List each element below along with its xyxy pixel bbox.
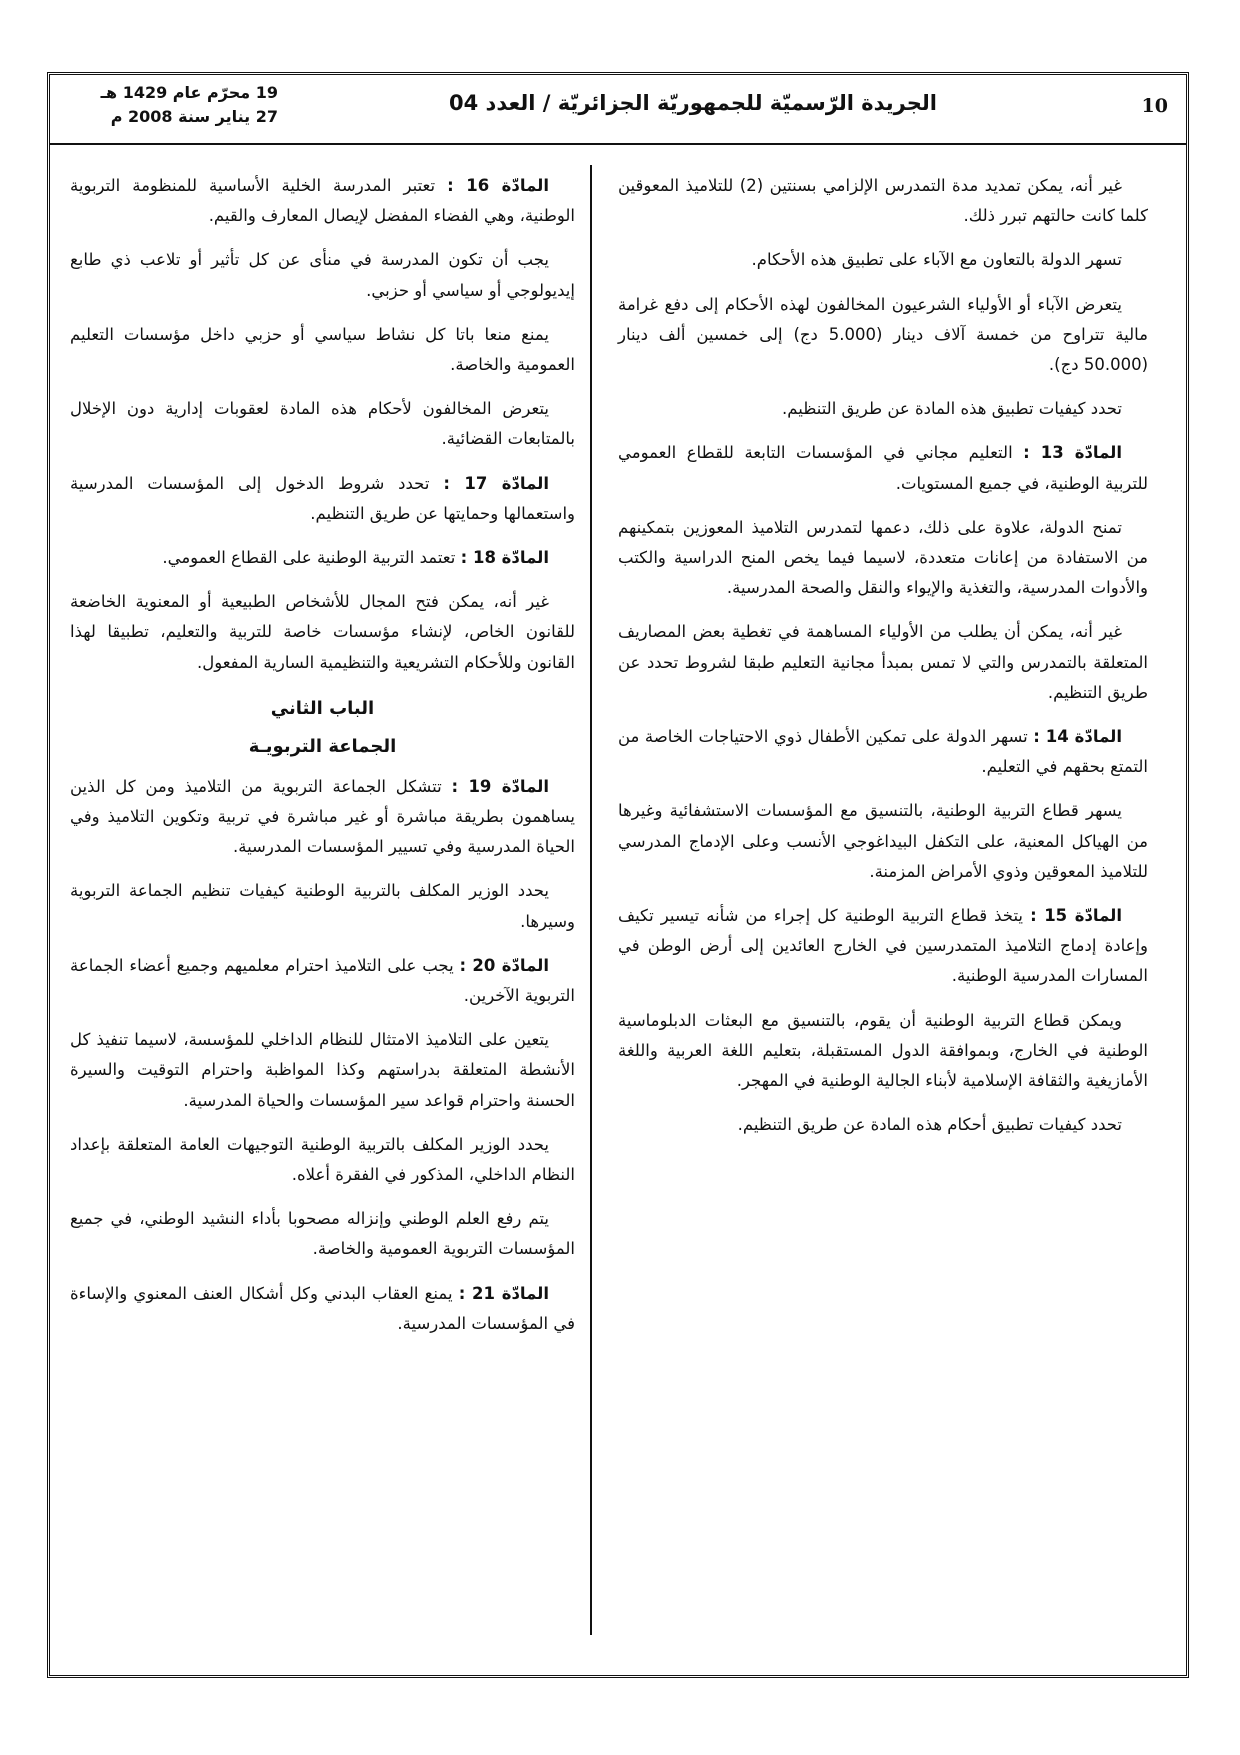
paragraph-text: يتعرض الآباء أو الأولياء الشرعيون المخالفون لهذه الأحكام إلى دفع غرامة مالية تتراوح من خمسة آلاف دينار (5.000 دج) إلى خمسين ألف دينار (50.000 دج). [618, 294, 1148, 375]
paragraph [70, 876, 575, 936]
left-column [70, 171, 575, 1353]
article-label: المادّة 14 : [1033, 727, 1122, 747]
section-title: الجماعة التربويـة [248, 735, 397, 757]
paragraph-text: يسهر قطاع التربية الوطنية، بالتنسيق مع المؤسسات الاستشفائية وغيرها من الهياكل المعنية، على التكفل البيداغوجي الأنسب وعلى الإدماج المدرسي للتلاميذ المعوقين وذوي الأمراض المزمنة. [618, 801, 1148, 881]
page-number: 10 [1141, 95, 1168, 117]
article-paragraph [70, 951, 575, 1011]
paragraph-text: يتخذ قطاع التربية الوطنية كل إجراء من شأنه تيسير تكيف وإعادة إدماج التلاميذ المتمدرسين في الخارج العائدين إلى أرض الوطن في المسارات المدرسية الوطنية. [618, 906, 1148, 986]
paragraph-text: يتم رفع العلم الوطني وإنزاله مصحوبا بأداء النشيد الوطني، في جميع المؤسسات التربوية العمومية والخاصة. [70, 1209, 575, 1259]
paragraph [70, 320, 575, 380]
paragraph-text: التعليم مجاني في المؤسسات التابعة للقطاع العمومي للتربية الوطنية، في جميع المستويات. [618, 443, 1148, 493]
paragraph [618, 290, 1148, 381]
paragraph-text: غير أنه، يمكن تمديد مدة التمدرس الإلزامي بسنتين (2) للتلاميذ المعوقين كلما كانت حالتهم تبرر ذلك. [618, 176, 1148, 226]
paragraph [618, 1006, 1148, 1097]
article-paragraph [70, 772, 575, 863]
paragraph-text: غير أنه، يمكن فتح المجال للأشخاص الطبيعية أو المعنوية الخاضعة للقانون الخاص، لإنشاء مؤسسات خاصة للتربية والتعليم، تطبيقا لهذا القانون وللأحكام التشريعية والتنظيمية السارية المفعول. [70, 592, 575, 672]
paragraph-text: تحدد شروط الدخول إلى المؤسسات المدرسية واستعمالها وحمايتها عن طريق التنظيم. [70, 473, 575, 523]
paragraph [70, 1025, 575, 1116]
article-label: المادّة 13 : [1023, 443, 1123, 463]
paragraph-text: تسهر الدولة بالتعاون مع الآباء على تطبيق هذه الأحكام. [751, 250, 1122, 270]
column-divider [590, 165, 592, 1635]
article-paragraph [70, 469, 575, 529]
paragraph-text: يتعرض المخالفون لأحكام هذه المادة لعقوبات إدارية دون الإخلال بالمتابعات القضائية. [70, 399, 575, 449]
paragraph-text: يجب أن تكون المدرسة في منأى عن كل تأثير أو تلاعب ذي طابع إيديولوجي أو سياسي أو حزبي. [70, 250, 575, 300]
article-paragraph [618, 901, 1148, 992]
left-column-top [70, 171, 575, 678]
paragraph [618, 394, 1148, 424]
paragraph-text: تعتمد التربية الوطنية على القطاع العمومي. [162, 548, 456, 568]
paragraph-text: تمنح الدولة، علاوة على ذلك، دعمها لتمدرس التلاميذ المعوزين بتمكينهم من الاستفادة من إعانات متعددة، لاسيما فيما يخص المنح الدراسية والكتب والأدوات المدرسية، والتغذية والإيواء والنقل والصحة المدرسية. [618, 517, 1148, 598]
issue-date [68, 81, 278, 129]
paragraph-text: تسهر الدولة على تمكين الأطفال ذوي الاحتياجات الخاصة من التمتع بحقهم في التعليم. [618, 727, 1148, 777]
article-paragraph [618, 722, 1148, 782]
date-gregorian: 27 يناير سنة 2008 م [110, 107, 278, 126]
paragraph-text: تحدد كيفيات تطبيق هذه المادة عن طريق التنظيم. [781, 399, 1122, 419]
article-paragraph [70, 1279, 575, 1339]
paragraph-text: تعتبر المدرسة الخلية الأساسية للمنظومة التربوية الوطنية، وهي الفضاء المفضل لإيصال المعارف والقيم. [70, 176, 575, 226]
gazette-title: الجريدة الرّسميّة للجمهوريّة الجزائريّة / العدد 04 [449, 91, 937, 115]
paragraph [70, 1204, 575, 1264]
article-label: المادّة 18 : [460, 548, 549, 568]
paragraph [618, 245, 1148, 275]
page-header [50, 75, 1186, 145]
paragraph [618, 796, 1148, 887]
article-label: المادّة 16 : [447, 176, 550, 195]
article-label: المادّة 20 : [459, 955, 550, 975]
paragraph-text: غير أنه، يمكن أن يطلب من الأولياء المساهمة في تغطية بعض المصاريف المتعلقة بالتمدرس والتي لا تمس بمبدأ مجانية التعليم طبقا لشروط تحدد عن طريق التنظيم. [618, 622, 1148, 702]
paragraph [618, 617, 1148, 708]
paragraph [70, 394, 575, 454]
paragraph-text: ويمكن قطاع التربية الوطنية أن يقوم، بالتنسيق مع البعثات الدبلوماسية الوطنية في الخارج، وبموافقة الدول المستقبلة، بتعليم اللغة العربية واللغة الأمازيغية والثقافة الإسلامية لأبناء الجالية الوطنية في المهجر. [618, 1010, 1148, 1091]
paragraph-text: تتشكل الجماعة التربوية من التلاميذ ومن كل الذين يساهمون بطريقة مباشرة أو غير مباشرة في تربية وتكوين التلاميذ وفي الحياة المدرسية وفي تسيير المؤسسات المدرسية. [70, 776, 575, 857]
paragraph [70, 587, 575, 678]
right-column [618, 171, 1148, 1154]
paragraph [70, 1130, 575, 1190]
date-hijri: 19 محرّم عام 1429 هـ [100, 83, 278, 102]
article-paragraph [70, 543, 575, 573]
paragraph [618, 513, 1148, 604]
paragraph-text: تحدد كيفيات تطبيق أحكام هذه المادة عن طريق التنظيم. [737, 1115, 1122, 1135]
article-label: المادّة 21 : [458, 1283, 550, 1303]
left-column-bottom [70, 772, 575, 1339]
chapter-heading: الباب الثاني [270, 697, 375, 719]
paragraph [70, 245, 575, 305]
paragraph [618, 171, 1148, 231]
article-label: المادّة 17 : [443, 473, 550, 493]
article-label: المادّة 15 : [1030, 906, 1123, 926]
paragraph-text: يمنع العقاب البدني وكل أشكال العنف المعنوي والإساءة في المؤسسات المدرسية. [70, 1283, 575, 1333]
paragraph [618, 1110, 1148, 1140]
article-paragraph [70, 171, 575, 231]
paragraph-text: يجب على التلاميذ احترام معلميهم وجميع أعضاء الجماعة التربوية الآخرين. [70, 955, 575, 1006]
page-frame [47, 72, 1189, 1678]
article-label: المادّة 19 : [451, 776, 550, 796]
article-paragraph [618, 438, 1148, 498]
paragraph-text: يحدد الوزير المكلف بالتربية الوطنية كيفيات تنظيم الجماعة التربوية وسيرها. [70, 881, 575, 931]
paragraph-text: يتعين على التلاميذ الامتثال للنظام الداخلي للمؤسسة، لاسيما تنفيذ كل الأنشطة المتعلقة بدراستهم وكذا المواظبة واحترام التوقيت والسيرة الحسنة واحترام قواعد سير المؤسسات والحياة المدرسية. [70, 1030, 575, 1110]
paragraph-text: يحدد الوزير المكلف بالتربية الوطنية التوجيهات العامة المتعلقة بإعداد النظام الداخلي، المذكور في الفقرة أعلاه. [70, 1134, 575, 1185]
paragraph-text: يمنع منعا باتا كل نشاط سياسي أو حزبي داخل مؤسسات التعليم العمومية والخاصة. [70, 324, 575, 375]
